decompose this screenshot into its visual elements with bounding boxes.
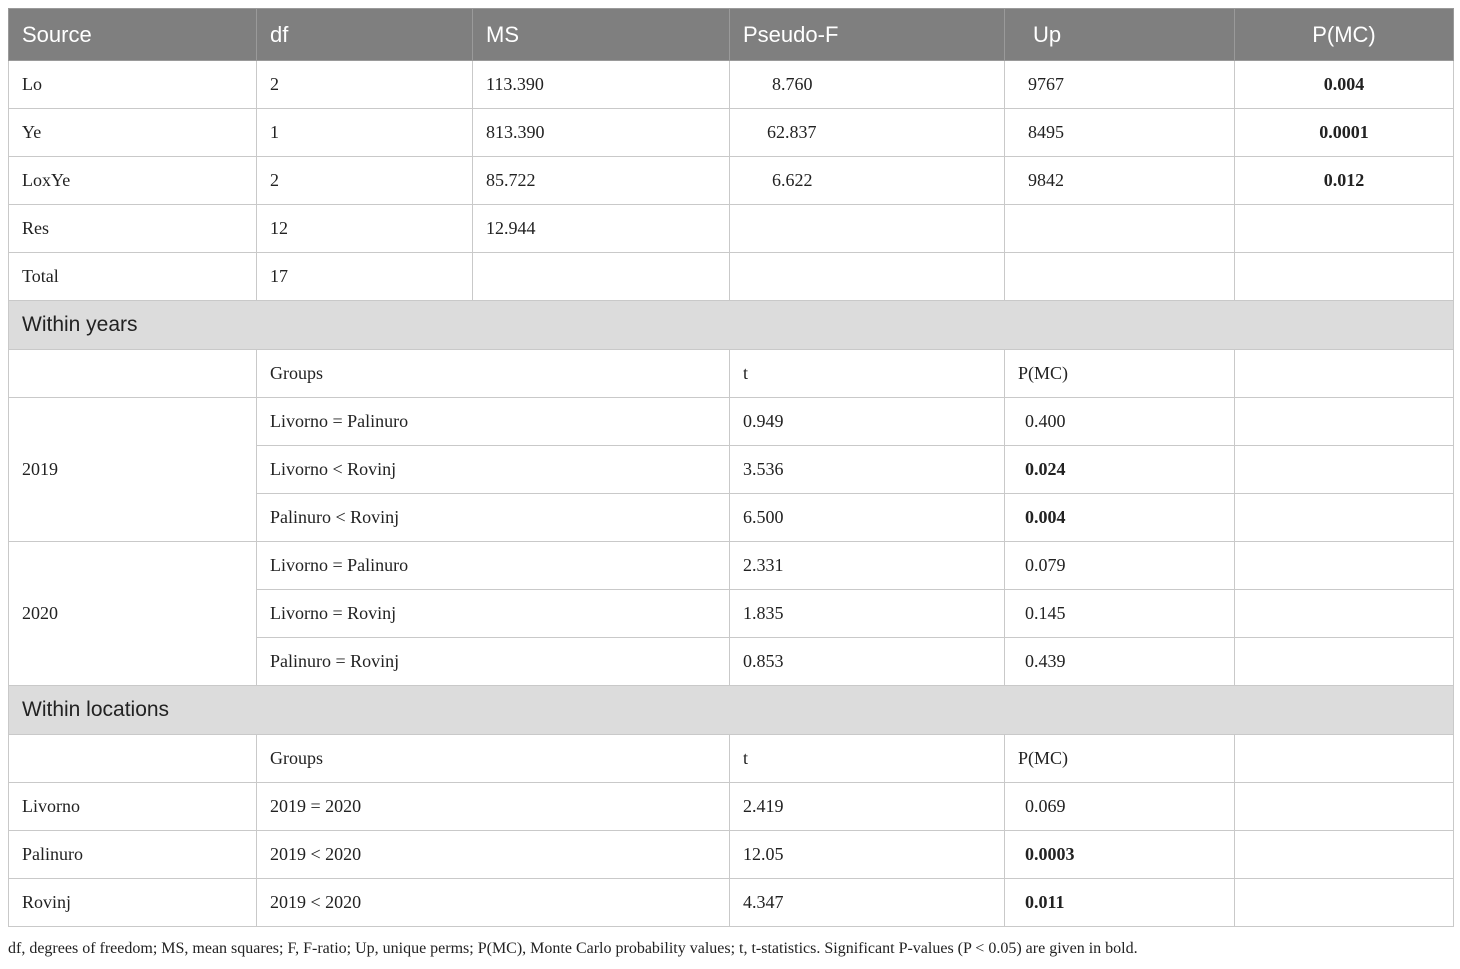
col-label-t: t [730,350,1005,398]
table-row [9,542,1454,590]
table-row [9,783,1454,831]
cell-empty [1235,398,1454,446]
table-row [9,109,1454,157]
cell-t: 12.05 [730,831,1005,879]
cell-t: 4.347 [730,879,1005,927]
cell-groups: 2019 = 2020 [257,783,730,831]
cell-empty [473,253,730,301]
table-row [9,205,1454,253]
cell-t: 0.949 [730,398,1005,446]
cell-empty [1235,350,1454,398]
permanova-results-table [8,8,1454,927]
cell-groups: 2019 < 2020 [257,879,730,927]
cell-pseudo-f: 8.760 [730,61,1005,109]
cell-groups: Livorno = Palinuro [257,398,730,446]
cell-pseudo-f: 62.837 [730,109,1005,157]
cell-pmc: 0.012 [1235,157,1454,205]
section-title: Within locations [9,686,1454,735]
cell-groups: Palinuro < Rovinj [257,494,730,542]
cell-up: 9842 [1005,157,1235,205]
cell-location: Palinuro [9,831,257,879]
cell-pmc: 0.024 [1005,446,1235,494]
cell-df: 1 [257,109,473,157]
table-row [9,398,1454,446]
cell-pmc: 0.011 [1005,879,1235,927]
cell-t: 6.500 [730,494,1005,542]
cell-empty [1235,542,1454,590]
section-within-years [9,301,1454,350]
cell-pmc: 0.0001 [1235,109,1454,157]
cell-ms: 113.390 [473,61,730,109]
cell-pmc: 0.079 [1005,542,1235,590]
cell-year: 2020 [9,542,257,686]
cell-year: 2019 [9,398,257,542]
cell-empty [730,205,1005,253]
cell-source: Lo [9,61,257,109]
cell-pmc: 0.400 [1005,398,1235,446]
table-header-row [9,9,1454,61]
header-pmc: P(MC) [1235,9,1454,61]
table-row [9,157,1454,205]
cell-pmc: 0.0003 [1005,831,1235,879]
cell-empty [9,350,257,398]
cell-empty [1235,253,1454,301]
table-row [9,253,1454,301]
table-row [9,831,1454,879]
cell-t: 2.419 [730,783,1005,831]
cell-df: 2 [257,61,473,109]
cell-empty [1235,638,1454,686]
col-label-pmc: P(MC) [1005,735,1235,783]
cell-source: LoxYe [9,157,257,205]
cell-empty [1235,879,1454,927]
table-footnote: df, degrees of freedom; MS, mean squares; F, F-ratio; Up, unique perms; P(MC), Monte Carlo probability values; t, t-statistics. Significant P-values (P < 0.05) are given in bold. [8,940,1138,957]
cell-t: 3.536 [730,446,1005,494]
col-label-t: t [730,735,1005,783]
cell-ms: 12.944 [473,205,730,253]
cell-up: 9767 [1005,61,1235,109]
cell-ms: 813.390 [473,109,730,157]
cell-empty [1005,205,1235,253]
col-label-groups: Groups [257,350,730,398]
cell-t: 0.853 [730,638,1005,686]
cell-df: 2 [257,157,473,205]
cell-groups: Palinuro = Rovinj [257,638,730,686]
cell-empty [1235,446,1454,494]
cell-pmc: 0.439 [1005,638,1235,686]
cell-empty [730,253,1005,301]
cell-groups: Livorno < Rovinj [257,446,730,494]
cell-empty [9,735,257,783]
cell-t: 1.835 [730,590,1005,638]
header-up: Up [1005,9,1235,61]
cell-empty [1235,494,1454,542]
cell-empty [1235,590,1454,638]
header-pseudo-f: Pseudo-F [730,9,1005,61]
col-label-groups: Groups [257,735,730,783]
cell-location: Livorno [9,783,257,831]
cell-source: Total [9,253,257,301]
table-row [9,879,1454,927]
cell-source: Ye [9,109,257,157]
table-row [9,350,1454,398]
cell-groups: Livorno = Rovinj [257,590,730,638]
header-source: Source [9,9,257,61]
cell-pmc: 0.004 [1235,61,1454,109]
results-table-container [8,8,1453,927]
section-title: Within years [9,301,1454,350]
cell-df: 12 [257,205,473,253]
cell-pseudo-f: 6.622 [730,157,1005,205]
table-row [9,735,1454,783]
cell-empty [1235,831,1454,879]
cell-t: 2.331 [730,542,1005,590]
cell-pmc: 0.069 [1005,783,1235,831]
cell-groups: 2019 < 2020 [257,831,730,879]
cell-up: 8495 [1005,109,1235,157]
table-row [9,61,1454,109]
cell-ms: 85.722 [473,157,730,205]
cell-empty [1005,253,1235,301]
header-df: df [257,9,473,61]
cell-location: Rovinj [9,879,257,927]
col-label-pmc: P(MC) [1005,350,1235,398]
section-within-locations [9,686,1454,735]
cell-empty [1235,783,1454,831]
cell-pmc: 0.004 [1005,494,1235,542]
cell-source: Res [9,205,257,253]
cell-groups: Livorno = Palinuro [257,542,730,590]
cell-df: 17 [257,253,473,301]
header-ms: MS [473,9,730,61]
cell-empty [1235,205,1454,253]
cell-pmc: 0.145 [1005,590,1235,638]
cell-empty [1235,735,1454,783]
